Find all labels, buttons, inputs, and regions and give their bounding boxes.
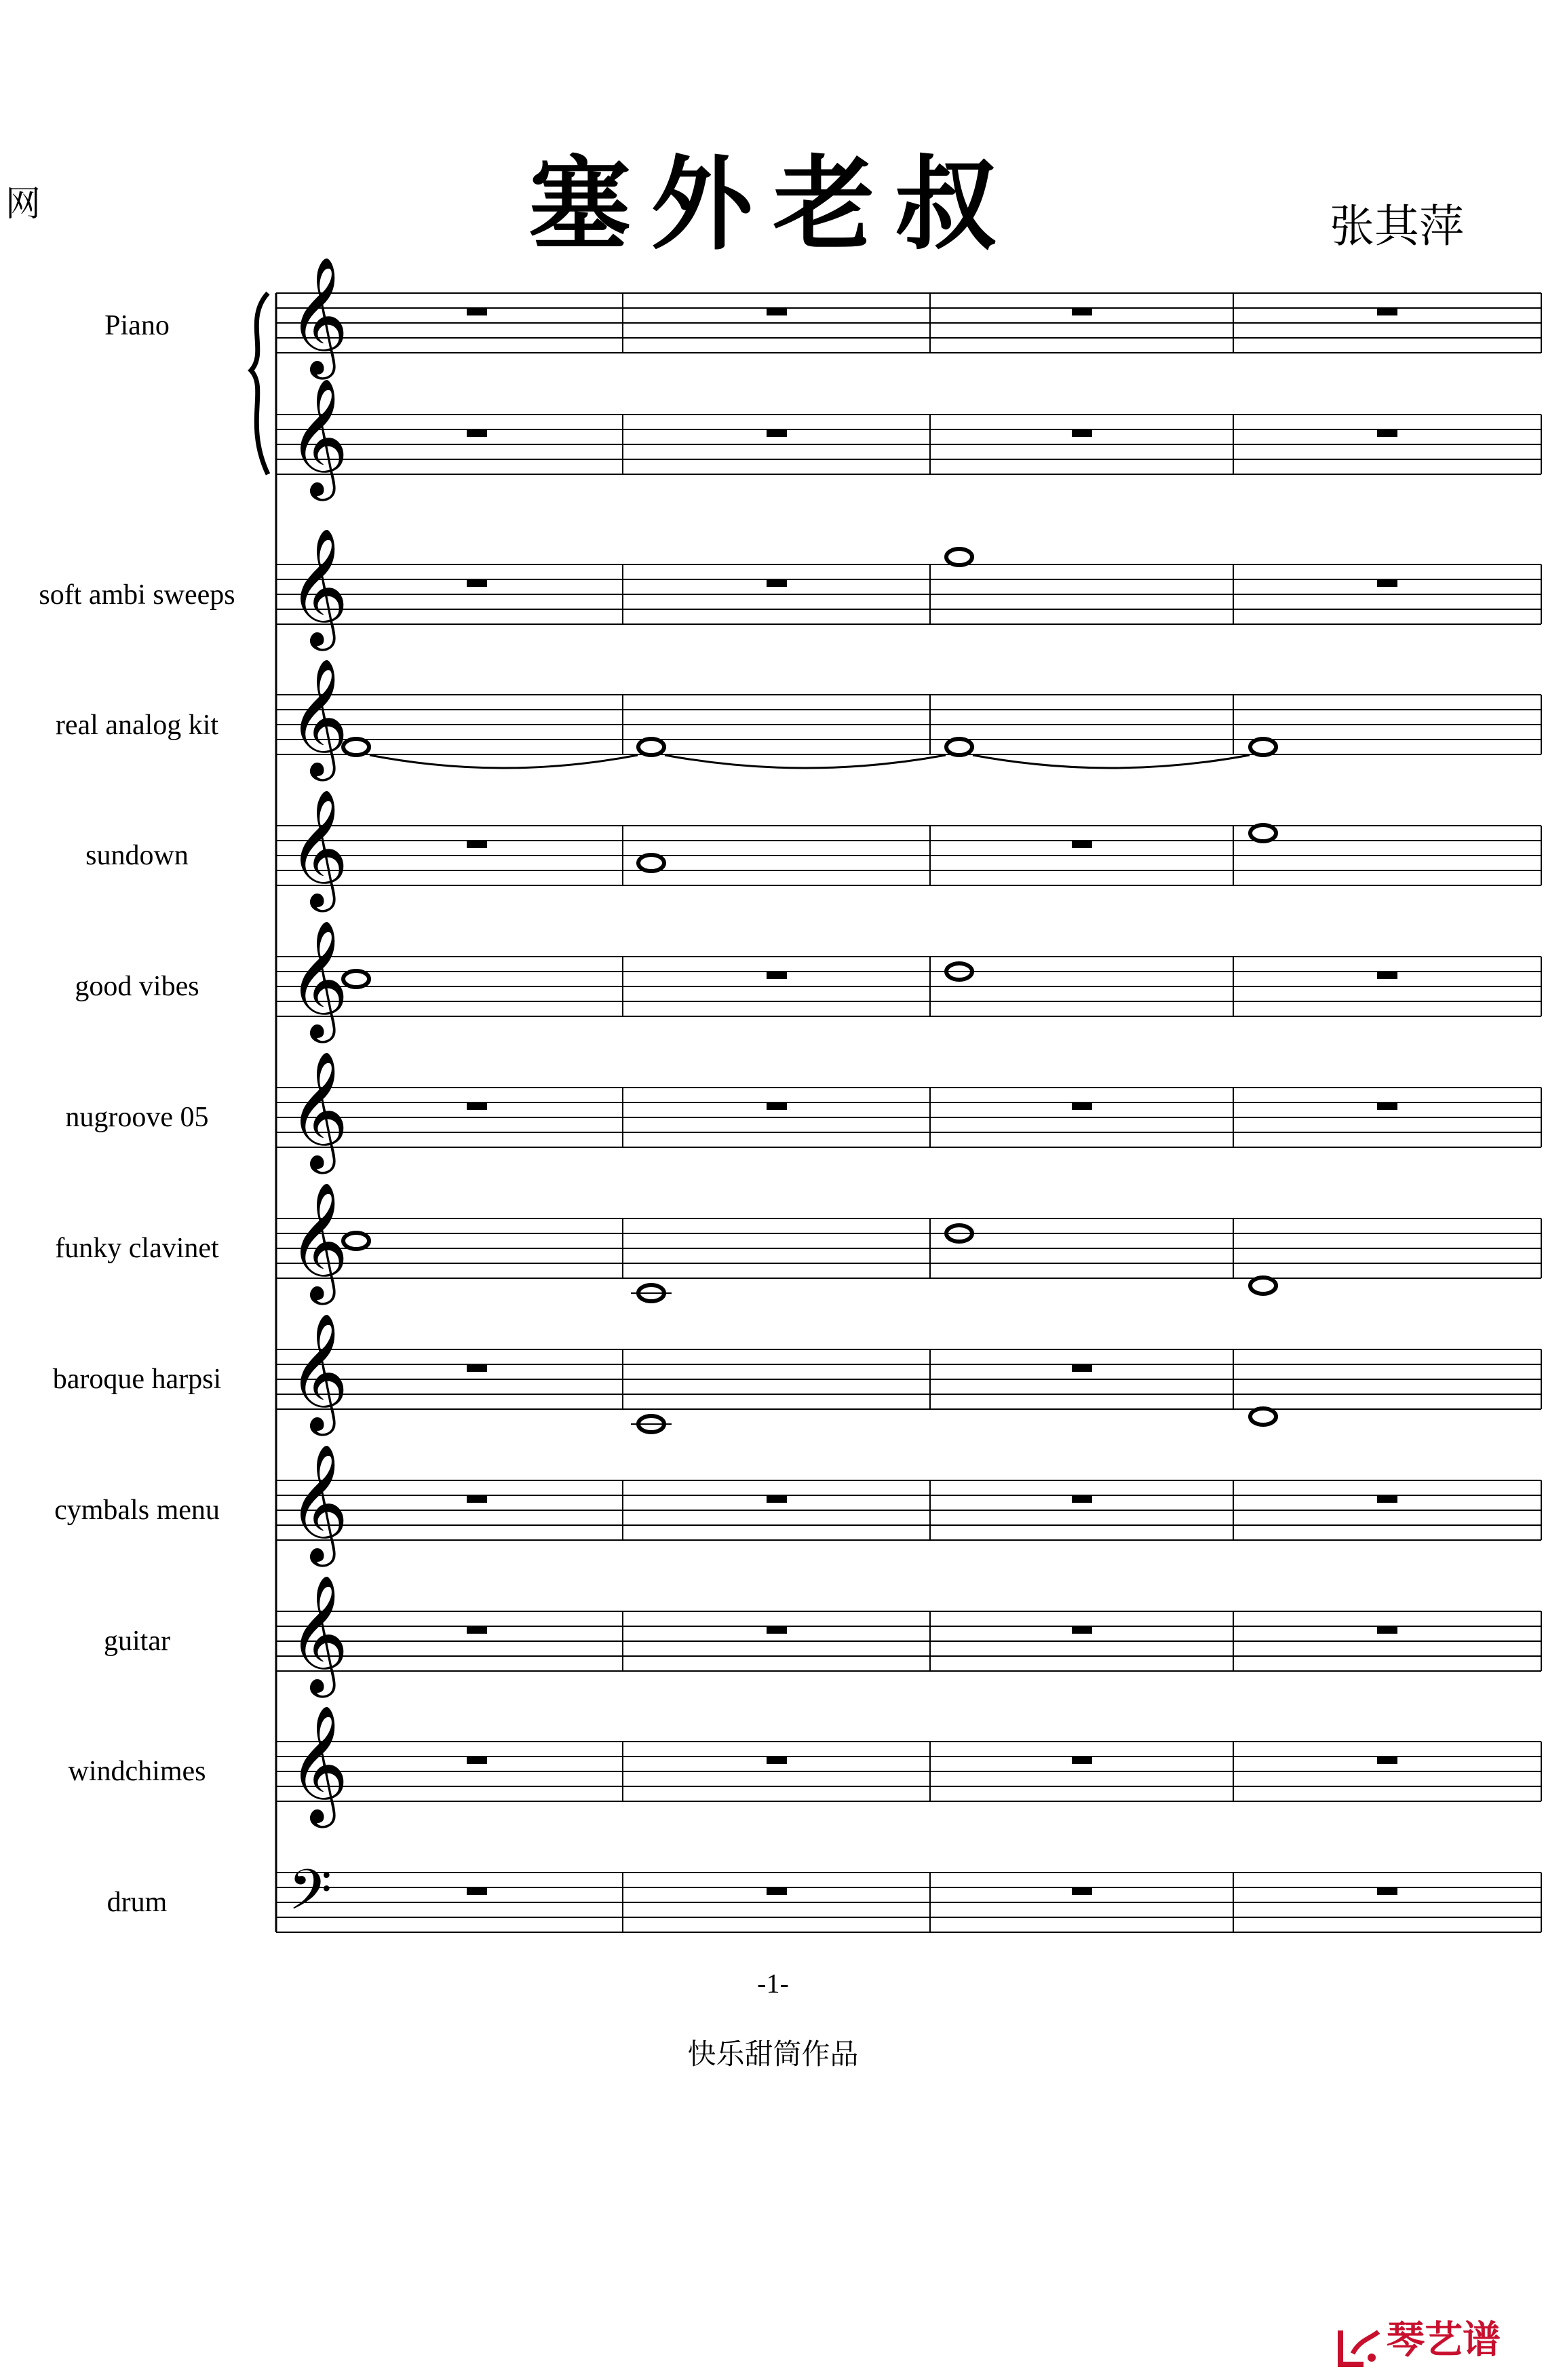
whole-rest	[767, 308, 787, 315]
treble-clef-icon: 𝄞	[288, 920, 349, 1038]
whole-rest	[467, 841, 487, 848]
whole-rest	[1072, 841, 1092, 848]
whole-rest	[467, 579, 487, 587]
instrument-name-nugroove-05: nugroove 05	[65, 1102, 209, 1133]
tie	[665, 755, 946, 768]
treble-clef-icon: 𝄞	[288, 1575, 349, 1693]
treble-clef-icon: 𝄞	[288, 378, 349, 496]
whole-rest	[1072, 1102, 1092, 1110]
instrument-name-good-vibes: good vibes	[75, 971, 199, 1002]
instrument-name-cymbals-menu: cymbals menu	[54, 1495, 220, 1526]
whole-rest	[1377, 579, 1397, 587]
staff-lines	[276, 293, 1541, 1932]
piano-brace	[251, 293, 268, 474]
score-title: 塞外老叔	[528, 145, 1018, 264]
whole-note	[638, 855, 664, 871]
whole-rest	[767, 579, 787, 587]
whole-rest	[767, 429, 787, 437]
corner-text: 网	[5, 185, 41, 224]
logo-icon	[1336, 2326, 1384, 2375]
treble-clef-icon: 𝄞	[288, 1182, 349, 1300]
whole-rest	[1377, 308, 1397, 315]
whole-rest	[1072, 308, 1092, 315]
whole-rest	[767, 1102, 787, 1110]
treble-clef-icon: 𝄞	[288, 1444, 349, 1562]
composer-name: 张其萍	[1330, 202, 1464, 252]
whole-rest	[467, 1887, 487, 1895]
whole-rest	[467, 1102, 487, 1110]
whole-note	[638, 739, 664, 755]
whole-rest	[467, 308, 487, 315]
whole-rest	[1072, 1757, 1092, 1764]
tie	[370, 755, 638, 768]
logo-text: 琴艺谱	[1387, 2318, 1501, 2362]
treble-clef-icon: 𝄞	[288, 1705, 349, 1823]
treble-clef-icon: 𝄞	[288, 658, 349, 776]
whole-rest	[467, 1626, 487, 1634]
whole-rest	[767, 1495, 787, 1503]
whole-rest	[1072, 429, 1092, 437]
instrument-name-baroque-harpsi: baroque harpsi	[52, 1364, 222, 1395]
whole-note	[1250, 1408, 1276, 1425]
whole-rest	[1377, 1102, 1397, 1110]
whole-rest	[767, 1887, 787, 1895]
bass-clef-icon: 𝄢	[288, 1857, 332, 1936]
whole-rest	[467, 429, 487, 437]
whole-rest	[1377, 1757, 1397, 1764]
instrument-name-sundown: sundown	[85, 840, 189, 871]
instrument-name-soft-ambi-sweeps: soft ambi sweeps	[39, 579, 235, 611]
footer-credit: 快乐甜筒作品	[687, 2039, 859, 2071]
whole-rest	[1377, 1626, 1397, 1634]
whole-rest	[1072, 1364, 1092, 1372]
treble-clef-icon: 𝄞	[288, 1051, 349, 1169]
whole-rest	[1072, 1495, 1092, 1503]
whole-rest	[1377, 429, 1397, 437]
instrument-name-guitar: guitar	[104, 1626, 170, 1657]
whole-note	[1250, 825, 1276, 841]
instrument-name-piano: Piano	[104, 310, 170, 341]
treble-clef-icon: 𝄞	[288, 256, 349, 375]
whole-rest	[1377, 972, 1397, 979]
whole-rest	[767, 1626, 787, 1634]
treble-clef-icon: 𝄞	[288, 789, 349, 907]
whole-rest	[767, 972, 787, 979]
whole-rest	[467, 1495, 487, 1503]
whole-rest	[767, 1757, 787, 1764]
whole-rest	[467, 1757, 487, 1764]
whole-rest	[1072, 1887, 1092, 1895]
instrument-name-real-analog-kit: real analog kit	[55, 710, 219, 741]
instrument-name-funky-clavinet: funky clavinet	[55, 1233, 219, 1264]
tie	[973, 755, 1250, 768]
whole-rest	[1072, 1626, 1092, 1634]
whole-rest	[467, 1364, 487, 1372]
whole-note	[946, 549, 972, 565]
whole-rest	[1377, 1495, 1397, 1503]
whole-note	[1250, 739, 1276, 755]
whole-note	[1250, 1278, 1276, 1294]
instrument-name-windchimes: windchimes	[68, 1756, 206, 1787]
whole-note	[946, 739, 972, 755]
treble-clef-icon: 𝄞	[288, 1313, 349, 1431]
page-number: -1-	[757, 1968, 789, 1999]
instrument-name-drum: drum	[107, 1887, 168, 1918]
treble-clef-icon: 𝄞	[288, 528, 349, 646]
music-glyphs	[251, 256, 1397, 1936]
whole-rest	[1377, 1887, 1397, 1895]
site-logo	[1336, 2310, 1501, 2375]
